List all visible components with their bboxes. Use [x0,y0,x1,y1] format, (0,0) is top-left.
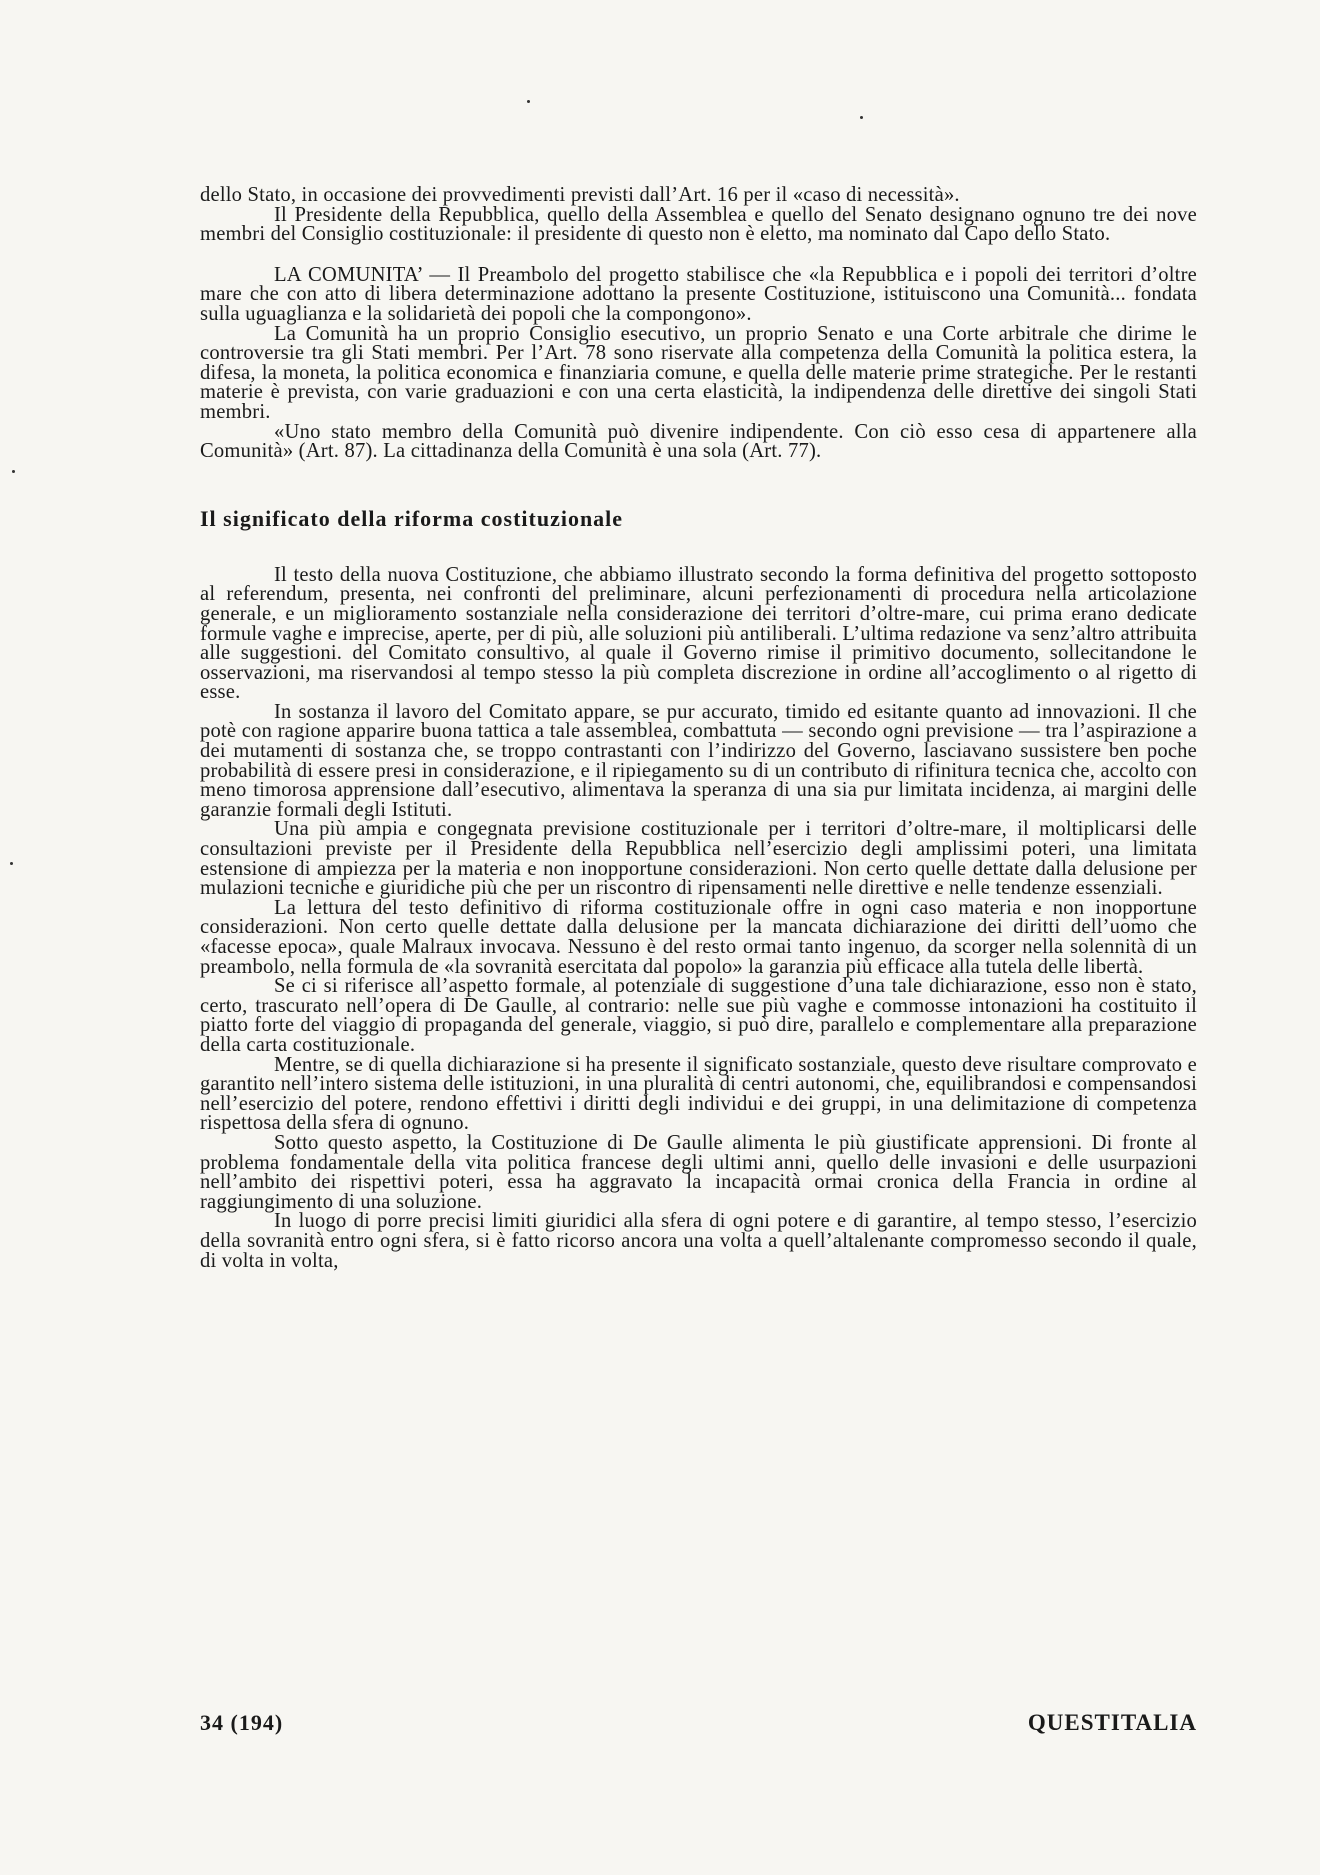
paragraph: In sostanza il lavoro del Comitato appare, se pur accurato, timido ed esitante quanto ad innovazioni. Il che potè con ragione apparire buona tattica a tale assemblea, combattuta — secondo ogni previsione — tra l’aspirazione a dei mutamenti di sostanza che, se troppo contrastanti con l’indirizzo del Governo, lasciavano sussistere ben poche probabilità di essere presi in considerazione, e il ripiegamento su di un contributo di rifinitura tecnica che, accolto con meno timorosa apprensione dall’esecutivo, alimentava la speranza di una sia pur limitata incidenza, ai margini delle garanzie formali degli Istituti. [200,700,1197,821]
paragraph: Il Presidente della Repubblica, quello della Assemblea e quello del Senato designano ognuno tre dei nove membri del Consiglio costituzionale: il presidente di questo non è eletto, ma nominato dal Capo dello Stato. [200,203,1197,246]
page-number: 34 (194) [200,1710,284,1735]
paragraph: «Uno stato membro della Comunità può divenire indipendente. Con ciò esso cesa di appartenere alla Comunità» (Art. 87). La cittadinanza della Comunità è una sola (Art. 77). [200,420,1197,463]
scan-speck [12,470,15,473]
paragraph: La lettura del testo definitivo di riforma costituzionale offre in ogni caso materia e non inopportune considerazioni. Non certo quelle dettate dalla delusione per la mancata dichiarazione dei diritti dell’uomo che «facesse epoca», quale Malraux invocava. Nessuno è del resto ormai tanto ingenuo, da scorger nella solennità di un preambolo, nella formula de «la sovranità esercitata dal popolo» la garanzia più efficace alla tutela delle libertà. [200,896,1197,978]
paragraph: Il testo della nuova Costituzione, che abbiamo illustrato secondo la forma definitiva del progetto sottoposto al referendum, presenta, nei confronti del preliminare, alcuni perfezionamenti di procedura nella articolazione generale, e un miglioramento sostanziale nella considerazione dei territori d’oltre-mare, cui prima erano dedicate formule vaghe e imprecise, aperte, per di più, alle soluzioni più antiliberali. L’ultima redazione va senz’altro attribuita alle suggestioni. del Comitato consultivo, al quale il Governo rimise il primitivo documento, sollecitandone le osservazioni, ma riservandosi al tempo stesso la più completa discrezione in ordine all’accoglimento o al rigetto di esse. [200,563,1197,704]
paragraph: In luogo di porre precisi limiti giuridici alla sfera di ogni potere e di garantire, al tempo stesso, l’esercizio della sovranità entro ogni sfera, si è fatto ricorso ancora una volta a quell’altalenante compromesso secondo il quale, di volta in volta, [200,1210,1197,1272]
paragraph: Mentre, se di quella dichiarazione si ha presente il significato sostanziale, questo deve risultare comprovato e garantito nell’intero sistema delle istituzioni, in una pluralità di centri autonomi, che, equilibrandosi e compensandosi nell’esercizio del potere, rendono effettivi i diritti degli individui e dei gruppi, in una delimitazione di competenza rispettosa della sfera di ognuno. [200,1053,1197,1135]
scan-speck [860,116,863,119]
scan-speck [527,100,530,103]
paragraph: Se ci si riferisce all’aspetto formale, al potenziale di suggestione d’una tale dichiarazione, esso non è stato, certo, trascurato nell’opera di De Gaulle, al contrario: nelle sue più vaghe e commosse intonazioni ha costituito il piatto forte del viaggio di propaganda del generale, viaggio, si può dire, parallelo e complementare alla preparazione della carta costituzionale. [200,975,1197,1056]
article-body [200,186,1197,1271]
paragraph: dello Stato, in occasione dei provvedimenti previsti dall’Art. 16 per il «caso di necessità». [200,184,960,206]
paragraph: La Comunità ha un proprio Consiglio esecutivo, un proprio Senato e una Corte arbitrale che dirime le controversie tra gli Stati membri. Per l’Art. 78 sono riservate alla competenza della Comunità la politica estera, la difesa, la moneta, la politica economica e finanziaria comune, e quella delle materie prime strategiche. Per le restanti materie è prevista, con varie graduazioni e con una certa elasticità, la indipendenza delle direttive dei singoli Stati membri. [200,322,1197,423]
paragraph: Una più ampia e congegnata previsione costituzionale per i territori d’oltre-mare, il moltiplicarsi delle consultazioni previste per il Presidente della Repubblica nell’esercizio degli amplissimi poteri, una limitata estensione di ampiezza per la materia e non inopportune considerazioni. Non certo quelle dettate dalla delusione per mulazioni tecniche e giuridiche più che per un riscontro di ripensamenti nelle direttive e nelle tendenze essenziali. [200,818,1197,900]
paragraph: LA COMUNITA’ — Il Preambolo del progetto stabilisce che «la Repubblica e i popoli dei territori d’oltre mare che con atto di libera determinazione adottano la presente Costituzione, istituiscono una Comunità... fondata sulla uguaglianza e la solidarietà dei popoli che la compongono». [200,263,1197,325]
paragraph: Sotto questo aspetto, la Costituzione di De Gaulle alimenta le più giustificate apprensioni. Di fronte al problema fondamentale della vita politica francese degli ultimi anni, quello delle invasioni e delle usurpazioni nell’ambito dei rispettivi poteri, essa ha aggravato la incapacità ormai cronica della Francia in ordine al raggiungimento di una soluzione. [200,1131,1197,1213]
section-heading: Il significato della riforma costituzionale [200,505,624,531]
journal-name: QUESTITALIA [1027,1710,1197,1735]
scan-speck [10,862,13,865]
